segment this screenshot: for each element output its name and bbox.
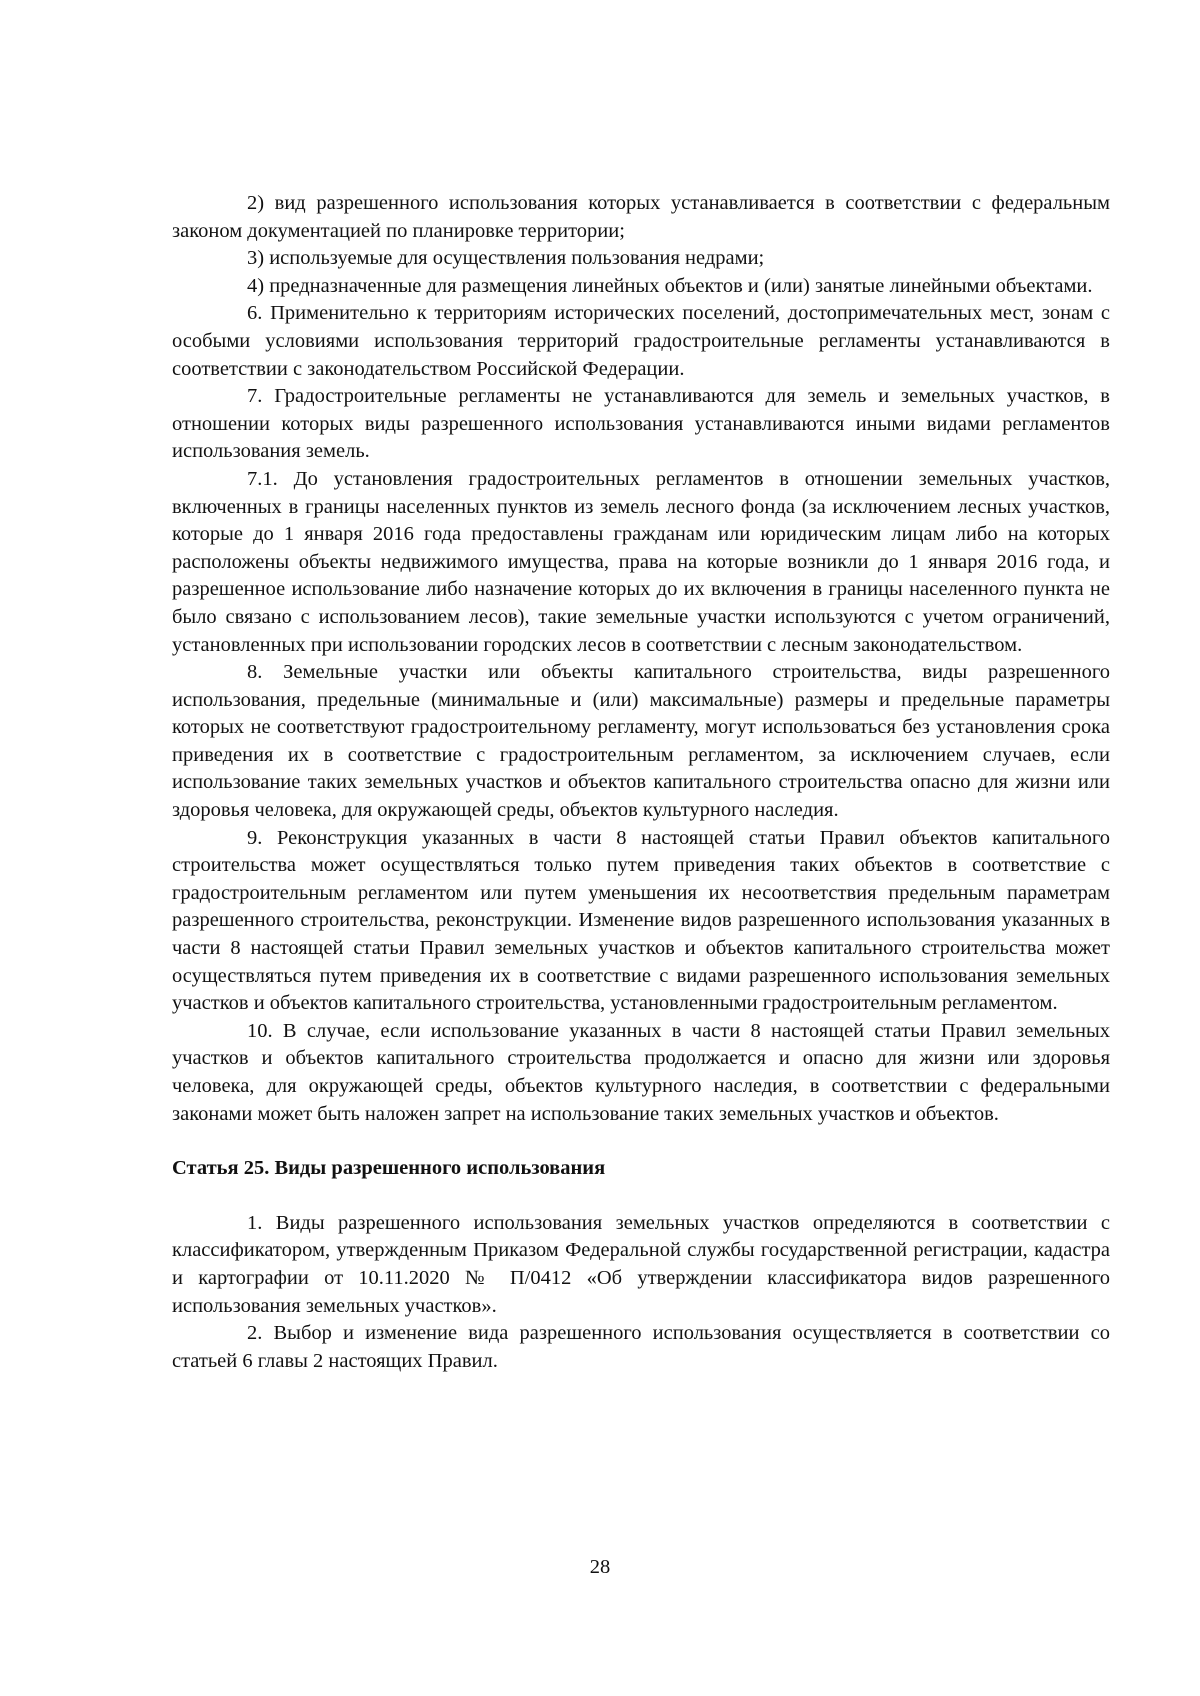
paragraph-10: 10. В случае, если использование указанных в части 8 настоящей статьи Правил земельных участков и объектов капитального строительства продолжается и опасно для жизни или здоровья человека, для окружающей среды, объектов культурного наследия, в соответствии с федеральными законами может быть наложен запрет на использование таких земельных участков и объектов. <box>172 1019 1110 1125</box>
article-25-paragraph-1: 1. Виды разрешенного использования земельных участков определяются в соответствии с классификатором, утвержденным Приказом Федеральной службы государственной регистрации, кадастра и картографии от 10.11.2020 № П/0412 «Об утверждении классификатора видов разрешенного использования земельных участков». <box>172 1211 1110 1317</box>
paragraph-6: 6. Применительно к территориям исторических поселений, достопримечательных мест, зонам с особыми условиями использования территорий градостроительные регламенты устанавливаются в соответствии с законодательством Российской Федерации. <box>172 302 1110 380</box>
paragraph-9: 9. Реконструкция указанных в части 8 настоящей статьи Правил объектов капитального строительства может осуществляться только путем приведения таких объектов в соответствие с градостроительным регламентом или путем уменьшения их несоответствия предельным параметрам разрешенного строительства, реконструкции. Изменение видов разрешенного использования указанных в части 8 настоящей статьи Правил земельных участков и объектов капитального строительства может осуществляться путем приведения их в соответствие с видами разрешенного использования земельных участков и объектов капитального строительства, установленными градостроительным регламентом. <box>172 826 1110 1015</box>
paragraph-item-3: 3) используемые для осуществления пользования недрами; <box>247 247 765 270</box>
paragraph-7: 7. Градостроительные регламенты не устанавливаются для земель и земельных участков, в отношении которых виды разрешенного использования устанавливаются иными видами регламентов использования земель. <box>172 385 1110 463</box>
paragraph-7-1: 7.1. До установления градостроительных регламентов в отношении земельных участков, включенных в границы населенных пунктов из земель лесного фонда (за исключением лесных участков, которые до 1 января 2016 года предоставлены гражданам или юридическим лицам либо на которых расположены объекты недвижимого имущества, права на которые возникли до 1 января 2016 года, и разрешенное использование либо назначение которых до их включения в границы населенного пункта не было связано с использованием лесов), такие земельные участки используются с учетом ограничений, установленных при использовании городских лесов в соответствии с лесным законодательством. <box>172 467 1110 656</box>
paragraph-item-2: 2) вид разрешенного использования которых устанавливается в соответствии с федеральным законом документацией по планировке территории; <box>172 192 1110 242</box>
article-25-paragraph-2: 2. Выбор и изменение вида разрешенного использования осуществляется в соответствии со статьей 6 главы 2 настоящих Правил. <box>172 1322 1110 1372</box>
page-number: 28 <box>589 1556 611 1578</box>
paragraph-8: 8. Земельные участки или объекты капитального строительства, виды разрешенного использования, предельные (минимальные и (или) максимальные) размеры и предельные параметры которых не соответствуют градостроительному регламенту, могут использоваться без установления срока приведения их в соответствие с градостроительным регламентом, за исключением случаев, если использование таких земельных участков и объектов капитального строительства опасно для жизни или здоровья человека, для окружающей среды, объектов культурного наследия. <box>172 661 1110 822</box>
article-heading: Статья 25. Виды разрешенного использования <box>172 1157 606 1180</box>
document-body <box>172 190 1110 1375</box>
paragraph-item-4: 4) предназначенные для размещения линейных объектов и (или) занятые линейными объектами. <box>247 274 1093 297</box>
